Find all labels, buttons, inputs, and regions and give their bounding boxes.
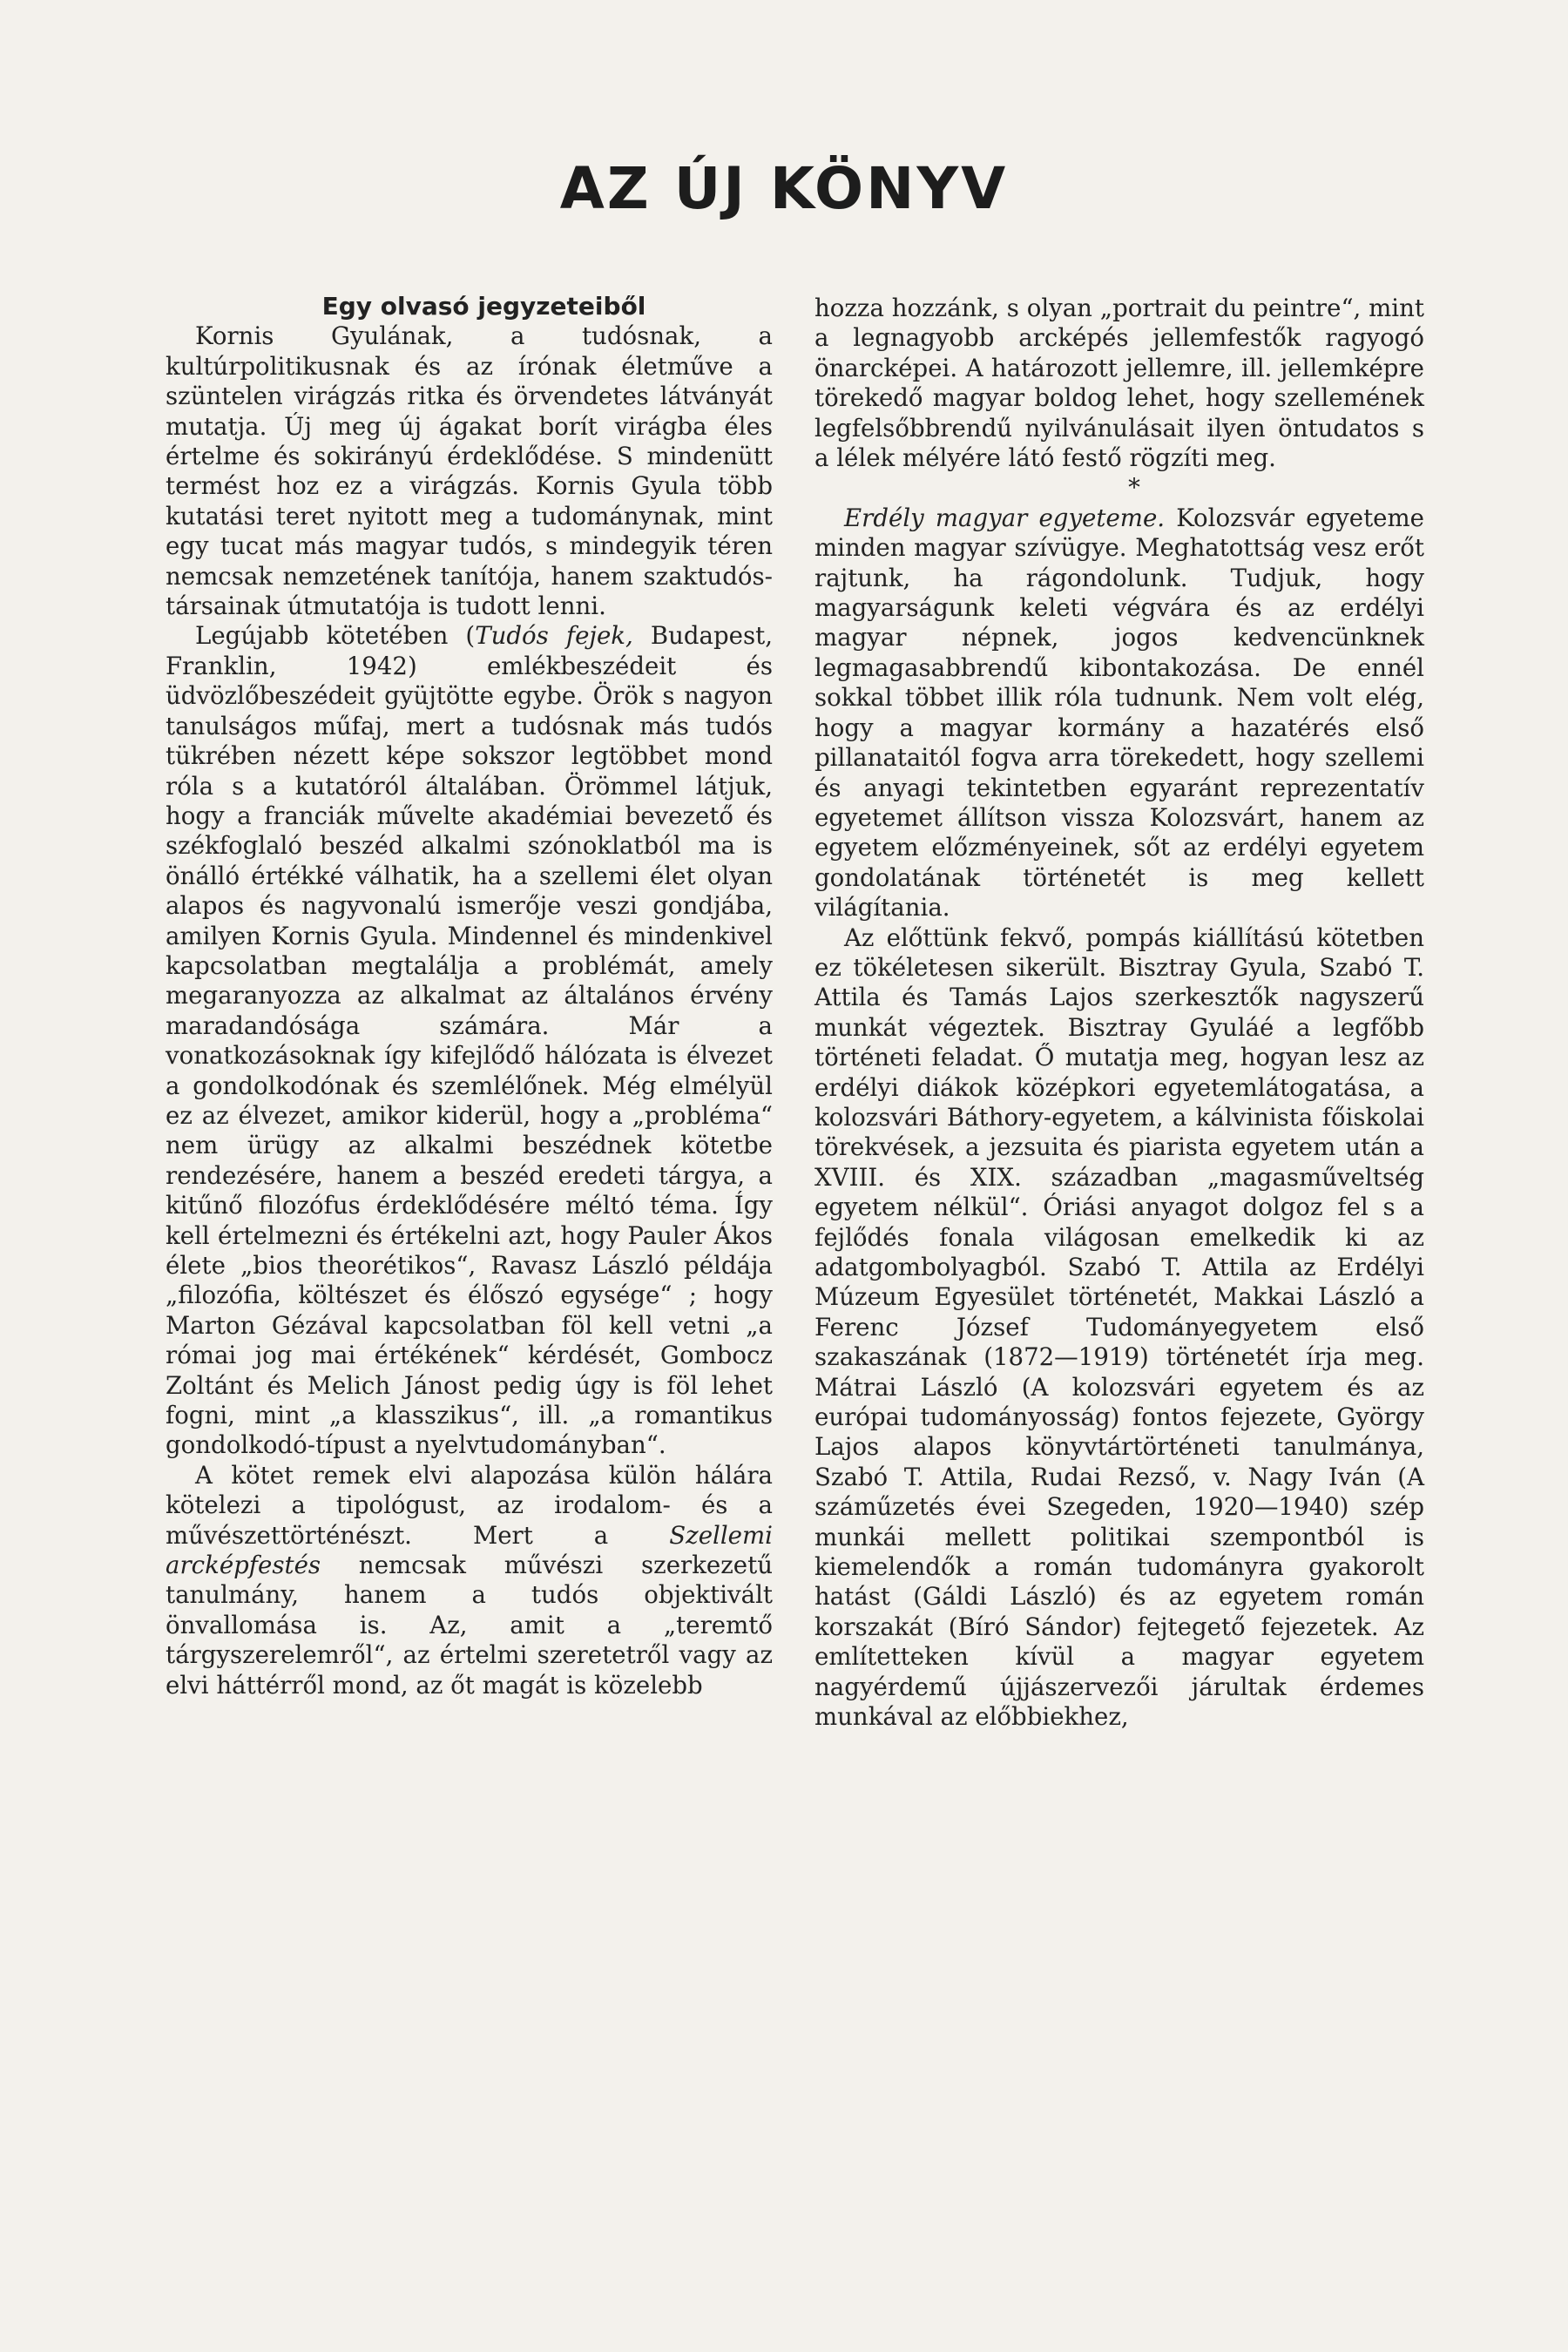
left-p2-book-title: Tudós fejek,: [475, 621, 633, 651]
page-title: AZ ÚJ KÖNYV: [559, 155, 1009, 222]
left-p2-text-a: Legújabb kötetében (: [195, 621, 476, 651]
left-paragraph-2: [166, 621, 773, 1460]
left-paragraph-3: [166, 1461, 773, 1700]
right-paragraph-2: [814, 504, 1424, 923]
left-p3-text-a: A kötet remek elvi alapozása külön hálára kötelezi a tipológust, az irodalom- és a művészettörténészt. Mert a: [166, 1460, 773, 1550]
left-p2-text-b: Budapest, Franklin, 1942) emlékbeszédeit és üdvözlőbeszédeit gyüjtötte egybe. Örök s nagyon tanulságos műfaj, mert a tudósnak más tudós tükrében nézett képe sokszor legtöbbet mond róla s a kutatóról általában. Örömmel látjuk, hogy a franciák művelte akadémiai bevezető és székfoglaló beszéd alkalmi szónoklatból ma is önálló értékké válhatik, ha a szellemi élet olyan alapos és nagyvonalú ismerője veszi gondjába, amilyen Kornis Gyula. Mindennel és mindenkivel kapcsolatban megtalálja a problémát, amely megaranyozza az alkalmat az általános érvény maradandósága számára. Már a vonatkozásoknak így kifejlődő hálózata is élvezet a gondolkodónak és szemlélőnek. Még elmélyül ez az élvezet, amikor kiderül, hogy a „probléma“ nem ürügy az alkalmi beszédnek kötetbe rendezésére, hanem a beszéd eredeti tárgya, a kitűnő filozófus érdeklődésére méltó téma. Így kell értelmezni és értékelni azt, hogy Pauler Ákos élete „bios theorétikos“, Ravasz László példája „filozófia, költészet és élőszó egysége“ ; hogy Marton Gézával kapcsolatban föl kell vetni „a római jog mai értékének“ kérdését, Gombocz Zoltánt és Melich Jánost pedig úgy is föl lehet fogni, mint „a klasszikus“, ill. „a romantikus gondolkodó-típust a nyelvtudományban“.: [166, 621, 773, 1460]
right-p2-italic-title: Erdély magyar egyeteme.: [844, 503, 1166, 532]
left-paragraph-1: Kornis Gyulának, a tudósnak, a kultúrpolitikusnak és az írónak életműve a szüntelen virágzás ritka és örvendetes látványát mutatja. Új meg új ágakat borít virágba éles értelme és sokirányú érdeklődése. S mindenütt termést hoz ez a virágzás. Kornis Gyula több kutatási teret nyitott meg a tudománynak, mint egy tucat más magyar tudós, s mindegyik téren nemcsak nemzetének tanítója, hanem szaktudós-társainak útmutatója is tudott lenni.: [166, 321, 773, 621]
right-paragraph-3: Az előttünk fekvő, pompás kiállítású kötetben ez tökéletesen sikerült. Bisztray Gyula, Szabó T. Attila és Tamás Lajos szerkesztők nagyszerű munkát végeztek. Bisztray Gyuláé a legfőbb történeti feladat. Ő mutatja meg, hogyan lesz az erdélyi diákok középkori egyetemlátogatása, a kolozsvári Báthory-egyetem, a kálvinista főiskolai törekvések, a jezsuita és piarista egyetem után a XVIII. és XIX. században „magasműveltség egyetem nélkül“. Óriási anyagot dolgoz fel s a fejlődés fonala világosan emelkedik ki az adatgombolyagból. Szabó T. Attila az Erdélyi Múzeum Egyesület történetét, Makkai László a Ferenc József Tudományegyetem első szakaszának (1872—1919) történetét írja meg. Mátrai László (A kolozsvári egyetem és az európai tudományosság) fontos fejezete, György Lajos alapos könyvtártörténeti tanulmánya, Szabó T. Attila, Rudai Rezső, v. Nagy Iván (A száműzetés évei Szegeden, 1920—1940) szép munkái mellett politikai szempontból is kiemelendők a román tudományra gyakorolt hatást (Gáldi László) és az egyetem román korszakát (Bíró Sándor) fejtegető fejezetek. Az említetteken kívül a magyar egyetem nagyérdemű újjászervezői járultak érdemes munkával az előbbiekhez,: [814, 923, 1424, 1732]
left-p3-text-b: nemcsak művészi szerkezetű tanulmány, hanem a tudós objektivált önvallomása is. Az, amit a „teremtő tárgyszerelemről“, az értelmi szeretetről vagy az elvi háttérről mond, az őt magát is közelebb: [166, 1551, 773, 1700]
section-subheading: Egy olvasó jegyzeteiből: [321, 292, 646, 321]
right-p2-text: Kolozsvár egyeteme minden magyar szívügye. Meghatottság vesz erőt rajtunk, ha rágondolunk. Tudjuk, hogy magyarságunk keleti végvára és az erdélyi magyar népnek, jogos kedvencünknek legmagasabbrendű kibontakozása. De ennél sokkal többet illik róla tudnunk. Nem volt elég, hogy a magyar kormány a hazatérés első pillanataitól fogva arra törekedett, hogy szellemi és anyagi tekintetben egyaránt reprezentatív egyetemet állítson vissza Kolozsvárt, hanem az egyetem előzményeinek, sőt az erdélyi egyetem gondolatának történetét is meg kellett világítania.: [814, 503, 1424, 923]
section-divider: *: [1128, 473, 1140, 503]
right-paragraph-1: hozza hozzánk, s olyan „portrait du peintre“, mint a legnagyobb arcképés jellemfestők ragyogó önarcképei. A határozott jellemre, ill. jellemképre törekedő magyar boldog lehet, hogy szellemének legfelsőbbrendű nyilvánulásait ilyen öntudatos s a lélek mélyére látó festő rögzíti meg.: [814, 294, 1424, 473]
right-column: [814, 294, 1424, 1733]
left-p3-italic-title: Szellemi arcképfestés: [166, 1520, 773, 1580]
left-column: [166, 292, 773, 1700]
